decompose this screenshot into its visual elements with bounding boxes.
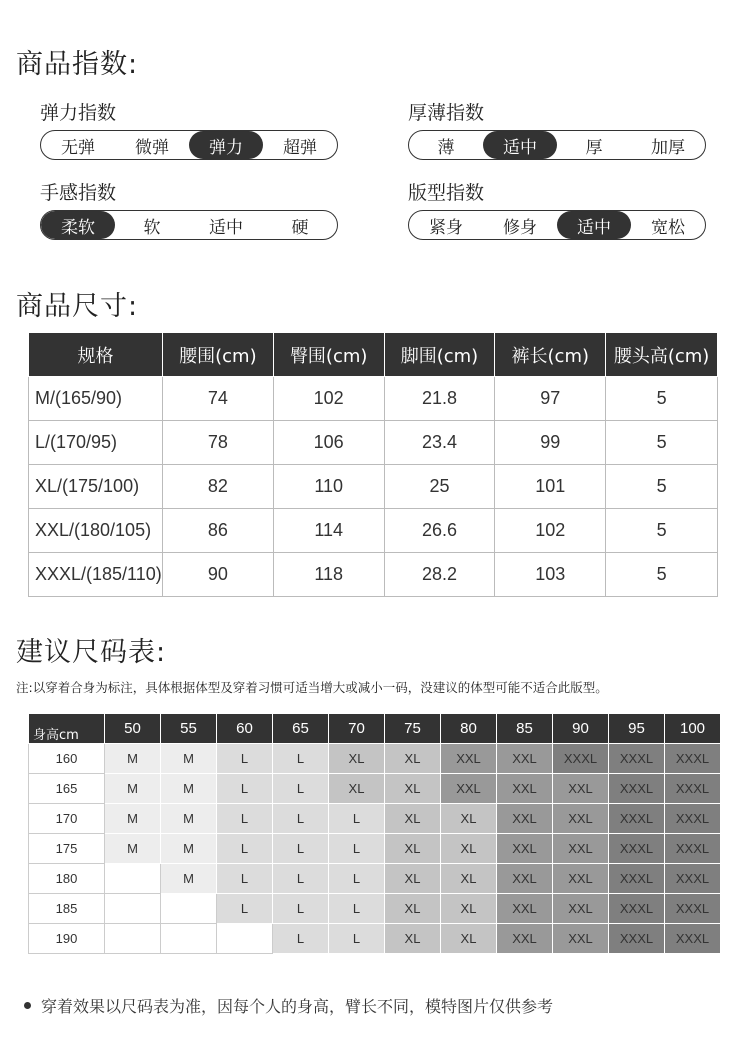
recommended-size-cell: XXXL: [609, 894, 665, 924]
size-value-cell: 74: [162, 377, 273, 421]
table-row: [29, 377, 718, 421]
recommended-size-cell: M: [161, 804, 217, 834]
table-row: [29, 553, 718, 597]
recommended-size-cell: XXXL: [609, 744, 665, 774]
weight-header-cell: 65: [273, 714, 329, 744]
size-value-cell: 5: [606, 509, 718, 553]
height-cell: 160: [29, 744, 105, 774]
footer-text: 穿着效果以尺码表为准，因每个人的身高，臂长不同，模特图片仅供参考: [41, 997, 554, 1016]
size-value-cell: 103: [495, 553, 606, 597]
recommended-size-cell: L: [329, 834, 385, 864]
pill-option[interactable]: 紧身: [429, 217, 463, 238]
height-cell: 165: [29, 774, 105, 804]
recommended-size-cell: XXXL: [609, 864, 665, 894]
pill-option[interactable]: 软: [143, 217, 161, 238]
index-pill-fit: [408, 210, 706, 240]
recommended-size-cell: L: [217, 864, 273, 894]
pill-option[interactable]: 宽松: [651, 217, 685, 238]
size-value-cell: 102: [495, 509, 606, 553]
height-cell: 185: [29, 894, 105, 924]
pill-option[interactable]: 适中: [557, 211, 631, 239]
recommended-size-cell: XL: [441, 834, 497, 864]
recommended-size-cell: XXL: [497, 744, 553, 774]
size-value-cell: 114: [273, 509, 384, 553]
size-value-cell: 101: [495, 465, 606, 509]
recommended-size-cell: XL: [385, 864, 441, 894]
pill-option[interactable]: 微弹: [135, 137, 169, 158]
recommended-size-cell: M: [161, 744, 217, 774]
size-header-cell: 规格: [29, 333, 163, 377]
recommended-size-cell: [161, 894, 217, 924]
recommended-size-cell: XL: [385, 744, 441, 774]
size-value-cell: 5: [606, 377, 718, 421]
recommended-size-cell: XXXL: [665, 924, 721, 954]
recommended-size-cell: XXXL: [665, 894, 721, 924]
table-row: [29, 924, 721, 954]
recommended-size-cell: XXXL: [553, 744, 609, 774]
recommended-size-cell: M: [105, 744, 161, 774]
size-table-header: [29, 333, 718, 377]
table-row: [29, 744, 721, 774]
recommended-size-cell: M: [161, 864, 217, 894]
recommended-size-cell: L: [329, 894, 385, 924]
recommended-size-cell: XL: [441, 924, 497, 954]
table-row: [29, 465, 718, 509]
size-value-cell: 97: [495, 377, 606, 421]
recommended-size-cell: L: [273, 774, 329, 804]
table-row: [29, 834, 721, 864]
recommended-size-cell: XXXL: [665, 834, 721, 864]
pill-option[interactable]: 硬: [291, 217, 309, 238]
size-value-cell: 90: [162, 553, 273, 597]
table-row: [29, 804, 721, 834]
size-value-cell: 23.4: [384, 421, 495, 465]
size-header-cell: 腰围(cm): [162, 333, 273, 377]
table-row: [29, 864, 721, 894]
pill-option[interactable]: 适中: [483, 131, 557, 159]
recommended-size-cell: M: [105, 834, 161, 864]
pill-option[interactable]: 厚: [585, 137, 603, 158]
recommended-size-cell: XXL: [553, 834, 609, 864]
recommend-table-header: [29, 714, 721, 744]
size-value-cell: 25: [384, 465, 495, 509]
pill-option[interactable]: 适中: [209, 217, 243, 238]
recommended-size-cell: XL: [385, 834, 441, 864]
size-value-cell: 5: [606, 421, 718, 465]
recommended-size-cell: XXL: [553, 774, 609, 804]
size-spec-cell: L/(170/95): [29, 421, 163, 465]
recommended-size-cell: M: [105, 804, 161, 834]
size-header-cell: 腰头高(cm): [606, 333, 718, 377]
recommended-size-cell: XL: [441, 894, 497, 924]
weight-header-cell: 75: [385, 714, 441, 744]
recommended-size-cell: [161, 924, 217, 954]
index-label-feel: 手感指数: [40, 182, 117, 204]
index-pill-elastic: [40, 130, 338, 160]
recommended-size-cell: [105, 894, 161, 924]
size-table: [28, 332, 718, 597]
size-value-cell: 82: [162, 465, 273, 509]
index-pill-feel: [40, 210, 338, 240]
recommended-size-cell: XL: [329, 744, 385, 774]
weight-header-cell: 85: [497, 714, 553, 744]
size-value-cell: 78: [162, 421, 273, 465]
index-label-thickness: 厚薄指数: [408, 102, 485, 124]
weight-header-cell: 100: [665, 714, 721, 744]
recommended-size-cell: L: [217, 744, 273, 774]
height-cell: 180: [29, 864, 105, 894]
size-value-cell: 86: [162, 509, 273, 553]
recommended-size-cell: L: [273, 924, 329, 954]
weight-header-cell: 70: [329, 714, 385, 744]
recommended-size-cell: L: [273, 864, 329, 894]
recommend-table: [28, 713, 721, 954]
recommended-size-cell: L: [217, 804, 273, 834]
weight-header-cell: 80: [441, 714, 497, 744]
recommended-size-cell: XXL: [441, 744, 497, 774]
recommended-size-cell: XL: [385, 804, 441, 834]
recommended-size-cell: L: [217, 774, 273, 804]
recommended-size-cell: M: [105, 774, 161, 804]
pill-option[interactable]: 薄: [437, 137, 455, 158]
recommended-size-cell: XXL: [553, 894, 609, 924]
size-value-cell: 110: [273, 465, 384, 509]
size-value-cell: 102: [273, 377, 384, 421]
recommended-size-cell: XXL: [441, 774, 497, 804]
index-pill-thickness: [408, 130, 706, 160]
size-value-cell: 21.8: [384, 377, 495, 421]
recommended-size-cell: XL: [385, 894, 441, 924]
table-row: [29, 421, 718, 465]
pill-option[interactable]: 修身: [503, 217, 537, 238]
recommended-size-cell: L: [329, 804, 385, 834]
size-spec-cell: XL/(175/100): [29, 465, 163, 509]
recommended-size-cell: XXXL: [609, 774, 665, 804]
size-header-cell: 裤长(cm): [495, 333, 606, 377]
weight-header-cell: 95: [609, 714, 665, 744]
recommended-size-cell: L: [329, 924, 385, 954]
recommended-size-cell: XXL: [497, 864, 553, 894]
size-spec-cell: M/(165/90): [29, 377, 163, 421]
size-value-cell: 5: [606, 465, 718, 509]
footer-disclaimer: [24, 994, 553, 1017]
size-header-cell: 脚围(cm): [384, 333, 495, 377]
recommended-size-cell: XXXL: [665, 744, 721, 774]
table-row: [29, 509, 718, 553]
height-cell: 175: [29, 834, 105, 864]
recommended-size-cell: XXL: [553, 864, 609, 894]
recommended-size-cell: XXXL: [665, 774, 721, 804]
recommended-size-cell: [105, 924, 161, 954]
recommended-size-cell: XXL: [497, 834, 553, 864]
recommended-size-cell: XL: [441, 864, 497, 894]
pill-option[interactable]: 无弹: [61, 137, 95, 158]
size-value-cell: 118: [273, 553, 384, 597]
recommended-size-cell: XXL: [553, 804, 609, 834]
size-value-cell: 26.6: [384, 509, 495, 553]
recommended-size-cell: L: [273, 894, 329, 924]
index-label-fit: 版型指数: [408, 182, 485, 204]
recommended-size-cell: L: [329, 864, 385, 894]
bullet-icon: [24, 1002, 31, 1009]
weight-header-cell: 55: [161, 714, 217, 744]
pill-option[interactable]: 加厚: [651, 137, 685, 158]
recommended-size-cell: L: [217, 834, 273, 864]
pill-option[interactable]: 柔软: [41, 211, 115, 239]
size-spec-cell: XXXL/(185/110): [29, 553, 163, 597]
recommended-size-cell: XXL: [497, 804, 553, 834]
recommended-size-cell: XXXL: [609, 834, 665, 864]
recommended-size-cell: L: [273, 744, 329, 774]
recommended-size-cell: XXL: [497, 924, 553, 954]
section-title-index: 商品指数:: [16, 49, 139, 80]
recommended-size-cell: XL: [329, 774, 385, 804]
size-header-cell: 臀围(cm): [273, 333, 384, 377]
height-weight-corner: 身高cm: [29, 714, 105, 744]
height-cell: 170: [29, 804, 105, 834]
recommended-size-cell: XL: [385, 924, 441, 954]
recommended-size-cell: [105, 864, 161, 894]
size-value-cell: 5: [606, 553, 718, 597]
recommended-size-cell: XL: [385, 774, 441, 804]
size-spec-cell: XXL/(180/105): [29, 509, 163, 553]
pill-option[interactable]: 弹力: [189, 131, 263, 159]
recommended-size-cell: XXXL: [665, 864, 721, 894]
size-value-cell: 28.2: [384, 553, 495, 597]
table-row: [29, 774, 721, 804]
size-value-cell: 106: [273, 421, 384, 465]
recommended-size-cell: [217, 924, 273, 954]
recommended-size-cell: M: [161, 834, 217, 864]
recommended-size-cell: L: [273, 834, 329, 864]
size-value-cell: 99: [495, 421, 606, 465]
index-label-elastic: 弹力指数: [40, 102, 117, 124]
weight-header-cell: 90: [553, 714, 609, 744]
recommended-size-cell: L: [217, 894, 273, 924]
recommended-size-cell: XXXL: [609, 924, 665, 954]
recommended-size-cell: XXXL: [609, 804, 665, 834]
recommended-size-cell: XXL: [553, 924, 609, 954]
recommended-size-cell: XXL: [497, 774, 553, 804]
recommended-size-cell: XXXL: [665, 804, 721, 834]
fit-note: 注:以穿着合身为标注，具体根据体型及穿着习惯可适当增大或减小一码，没建议的体型可能不适合此版型。: [16, 680, 608, 695]
recommended-size-cell: M: [161, 774, 217, 804]
weight-header-cell: 60: [217, 714, 273, 744]
weight-header-cell: 50: [105, 714, 161, 744]
pill-option[interactable]: 超弹: [283, 137, 317, 158]
height-cell: 190: [29, 924, 105, 954]
recommended-size-cell: XL: [441, 804, 497, 834]
recommended-size-cell: L: [273, 804, 329, 834]
section-title-recommend: 建议尺码表:: [16, 637, 167, 668]
table-row: [29, 894, 721, 924]
section-title-size: 商品尺寸:: [16, 291, 139, 322]
recommended-size-cell: XXL: [497, 894, 553, 924]
